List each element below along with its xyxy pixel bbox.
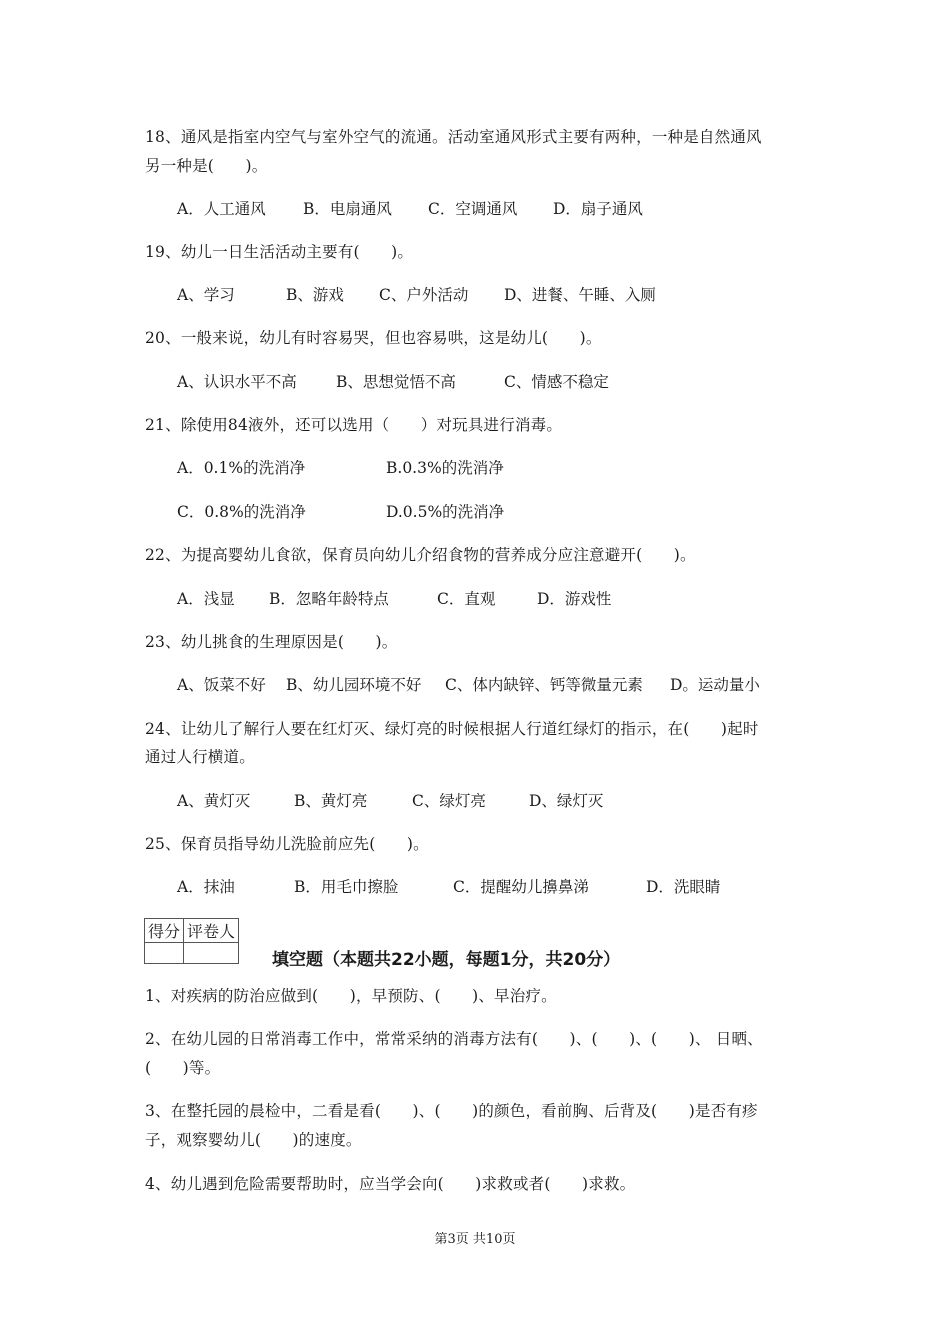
option-c: C．0.8%的洗消净 (177, 503, 306, 521)
question-19-line-1: 19、幼儿一日生活活动主要有( )。 (145, 243, 414, 261)
fill-3-line-2: 子，观察婴幼儿( )的速度。 (145, 1131, 362, 1149)
option-d: D、进餐、午睡、入厕 (504, 286, 656, 304)
option-c: C．提醒幼儿擤鼻涕 (453, 878, 589, 896)
option-d: D。运动量小 (670, 676, 760, 694)
option-d: D.0.5%的洗消净 (386, 503, 505, 521)
question-24-line-1: 24、让幼儿了解行人要在红灯灭、绿灯亮的时候根据人行道红绿灯的指示，在( )起时 (145, 720, 759, 738)
option-b: B、黄灯亮 (294, 792, 368, 810)
option-d: D．游戏性 (537, 590, 612, 608)
option-d: D．洗眼睛 (646, 878, 721, 896)
fill-1-line-1: 1、对疾病的防治应做到( )，早预防、( )、早治疗。 (145, 987, 557, 1005)
option-a: A．人工通风 (177, 200, 266, 218)
question-18-line-2: 另一种是( )。 (145, 157, 268, 175)
question-18-line-1: 18、通风是指室内空气与室外空气的流通。活动室通风形式主要有两种，一种是自然通风 (145, 128, 762, 146)
option-c: C、情感不稳定 (504, 373, 609, 391)
score-table (144, 918, 239, 964)
option-a: A、认识水平不高 (177, 373, 297, 391)
option-a: A．抹油 (177, 878, 235, 896)
question-21-line-1: 21、除使用84液外，还可以选用（ ）对玩具进行消毒。 (145, 416, 563, 434)
question-24-line-2: 通过人行横道。 (145, 748, 255, 766)
option-d: D．扇子通风 (553, 200, 643, 218)
section-title: 填空题（本题共22小题，每题1分，共20分） (272, 950, 621, 970)
page-footer: 第3页 共10页 (434, 1232, 516, 1247)
grader-cell (184, 943, 239, 964)
option-b: B.0.3%的洗消净 (386, 459, 504, 477)
question-20-line-1: 20、一般来说，幼儿有时容易哭，但也容易哄，这是幼儿( )。 (145, 329, 602, 347)
grader-label: 评卷人 (184, 919, 239, 943)
question-25-line-1: 25、保育员指导幼儿洗脸前应先( )。 (145, 835, 429, 853)
option-b: B、思想觉悟不高 (336, 373, 456, 391)
option-d: D、绿灯灭 (529, 792, 604, 810)
option-b: B．忽略年龄特点 (269, 590, 389, 608)
option-c: C．直观 (437, 590, 496, 608)
option-c: C、户外活动 (379, 286, 469, 304)
question-23-line-1: 23、幼儿挑食的生理原因是( )。 (145, 633, 398, 651)
option-b: B．用毛巾擦脸 (294, 878, 399, 896)
question-22-line-1: 22、为提高婴幼儿食欲，保育员向幼儿介绍食物的营养成分应注意避开( )。 (145, 546, 696, 564)
option-a: A、饭菜不好 (177, 676, 266, 694)
option-c: C．空调通风 (428, 200, 518, 218)
fill-2-line-2: ( )等。 (145, 1059, 221, 1077)
option-b: B、游戏 (286, 286, 344, 304)
option-a: A、黄灯灭 (177, 792, 251, 810)
fill-3-line-1: 3、在整托园的晨检中，二看是看( )、( )的颜色，看前胸、后背及( )是否有疹 (145, 1102, 758, 1120)
option-a: A．0.1%的洗消净 (177, 459, 306, 477)
score-cell (145, 943, 184, 964)
option-b: B、幼儿园环境不好 (286, 676, 422, 694)
option-c: C、体内缺锌、钙等微量元素 (445, 676, 643, 694)
option-c: C、绿灯亮 (412, 792, 486, 810)
option-a: A．浅显 (177, 590, 235, 608)
score-label: 得分 (145, 919, 184, 943)
option-a: A、学习 (177, 286, 235, 304)
fill-4-line-1: 4、幼儿遇到危险需要帮助时，应当学会向( )求救或者( )求救。 (145, 1175, 636, 1193)
fill-2-line-1: 2、在幼儿园的日常消毒工作中，常常采纳的消毒方法有( )、( )、( )、 日晒、 (145, 1030, 763, 1048)
option-b: B．电扇通风 (303, 200, 392, 218)
